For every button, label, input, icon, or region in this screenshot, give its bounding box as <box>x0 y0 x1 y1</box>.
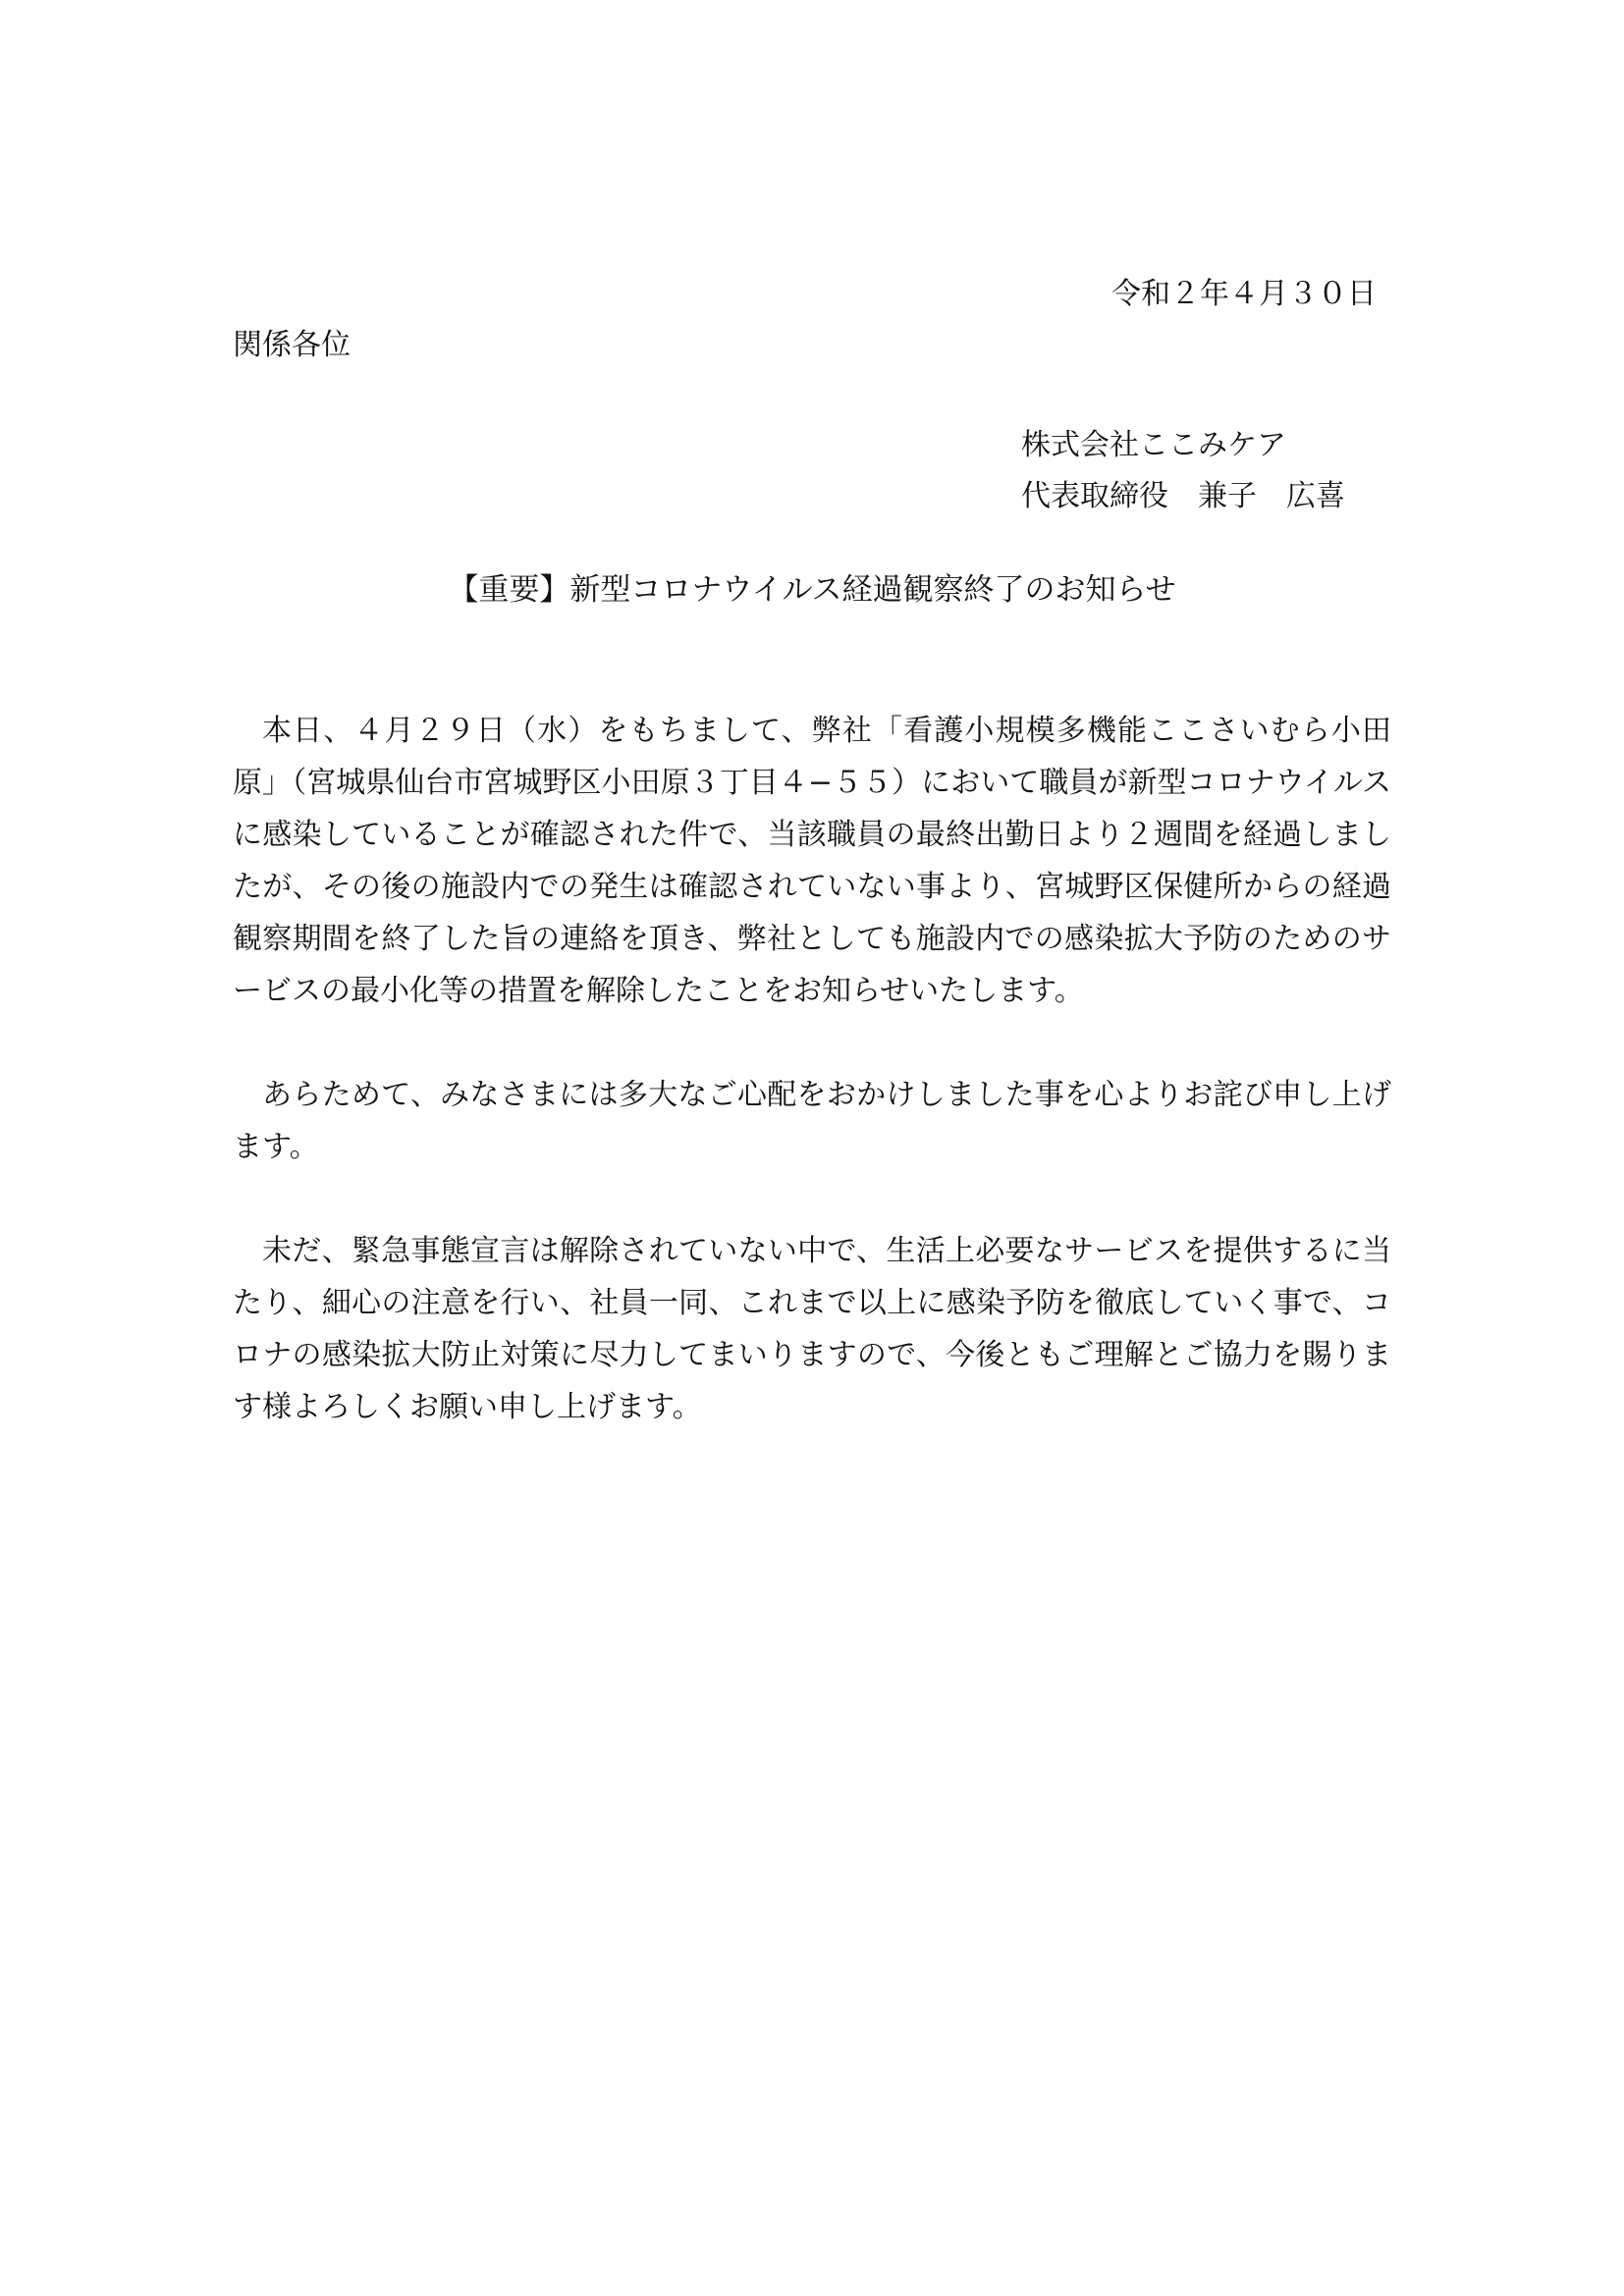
sender-representative: 代表取締役 兼子 広喜 <box>1021 479 1345 513</box>
recipient-line: 関係各位 <box>233 328 351 362</box>
body-paragraph: あらためて、みなさまには多大なご心配をおかけしました事を心よりお詫び申し上げます。 <box>233 1078 1391 1164</box>
body-paragraph: 未だ、緊急事態宣言は解除されていない中で、生活上必要なサービスを提供するに当たり、細心の注意を行い、社員一同、これまで以上に感染予防を徹底していく事で、コロナの感染拡大防止対策に尽力してまいりますので、今後ともご理解とご協力を賜ります様よろしくお願い申し上げます。 <box>233 1234 1391 1424</box>
body-paragraph: 本日、４月２９日（水）をもちまして、弊社「看護小規模多機能ここさいむら小田原」（宮城県仙台市宮城野区小田原３丁目４−５５）において職員が新型コロナウイルスに感染していることが確認された件で、当該職員の最終出勤日より２週間を経過しましたが、その後の施設内での発生は確認されていない事より、宮城野区保健所からの経過観察期間を終了した旨の連絡を頂き、弊社としても施設内での感染拡大予防のためのサービスの最小化等の措置を解除したことをお知らせいたします。 <box>233 714 1391 1008</box>
document-body <box>233 705 1391 1433</box>
sender-company: 株式会社ここみケア <box>1021 428 1286 462</box>
sender-block <box>1021 420 1345 522</box>
document-date: 令和２年４月３０日 <box>1111 277 1377 311</box>
document-title: 【重要】新型コロナウイルス経過観察終了のお知らせ <box>448 572 1176 608</box>
